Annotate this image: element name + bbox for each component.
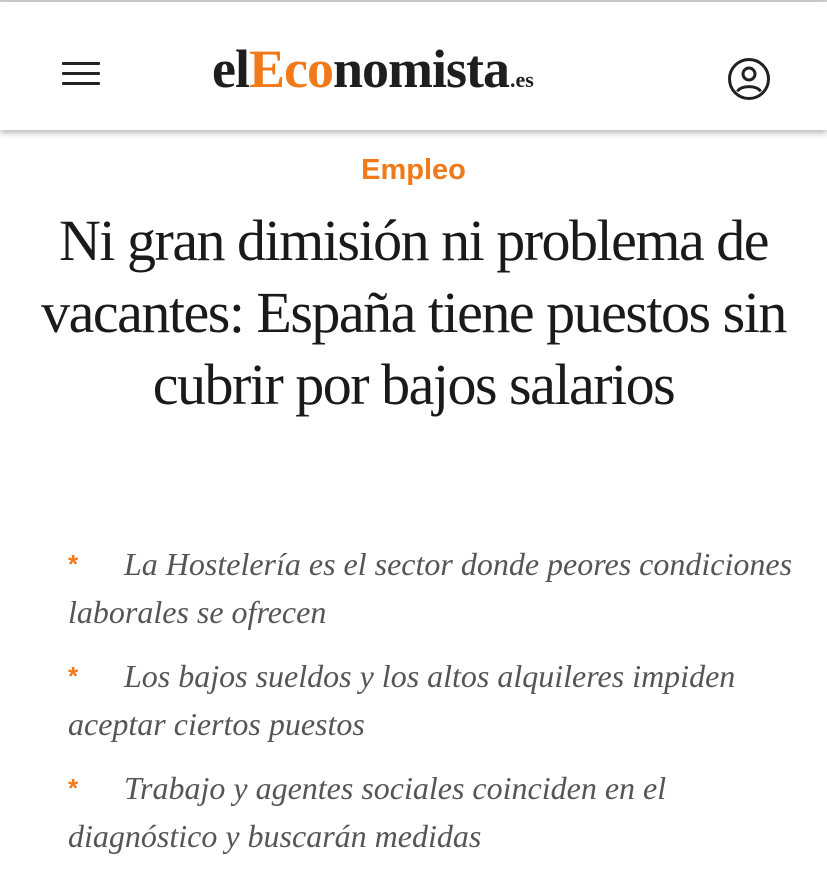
summary-item [68, 652, 803, 748]
hamburger-menu-icon[interactable] [62, 60, 100, 88]
bullet-asterisk-icon: * [68, 773, 79, 803]
bullet-asterisk-icon: * [68, 661, 79, 691]
logo-part-nomista: nomista [332, 39, 509, 99]
article-headline: Ni gran dimisión ni problema de vacantes: España tiene puestos sin cubrir por bajos salarios [41, 208, 786, 417]
logo-part-eco: Eco [248, 39, 333, 99]
logo-part-tld: .es [510, 67, 534, 92]
summary-text: Trabajo y agentes sociales coinciden en el diagnóstico y buscarán medidas [68, 770, 667, 854]
bullet-asterisk-icon: * [68, 549, 79, 579]
section-label[interactable]: Empleo [361, 154, 466, 186]
user-account-icon[interactable] [727, 57, 771, 101]
site-header [0, 2, 827, 130]
site-logo[interactable] [212, 34, 534, 104]
summary-item [68, 540, 803, 636]
logo-part-el: el [212, 39, 249, 99]
article-summary-list [68, 540, 803, 876]
summary-text: Los bajos sueldos y los altos alquileres impiden aceptar ciertos puestos [68, 658, 736, 742]
summary-text: La Hostelería es el sector donde peores condiciones laborales se ofrecen [68, 546, 793, 630]
summary-item [68, 764, 803, 860]
